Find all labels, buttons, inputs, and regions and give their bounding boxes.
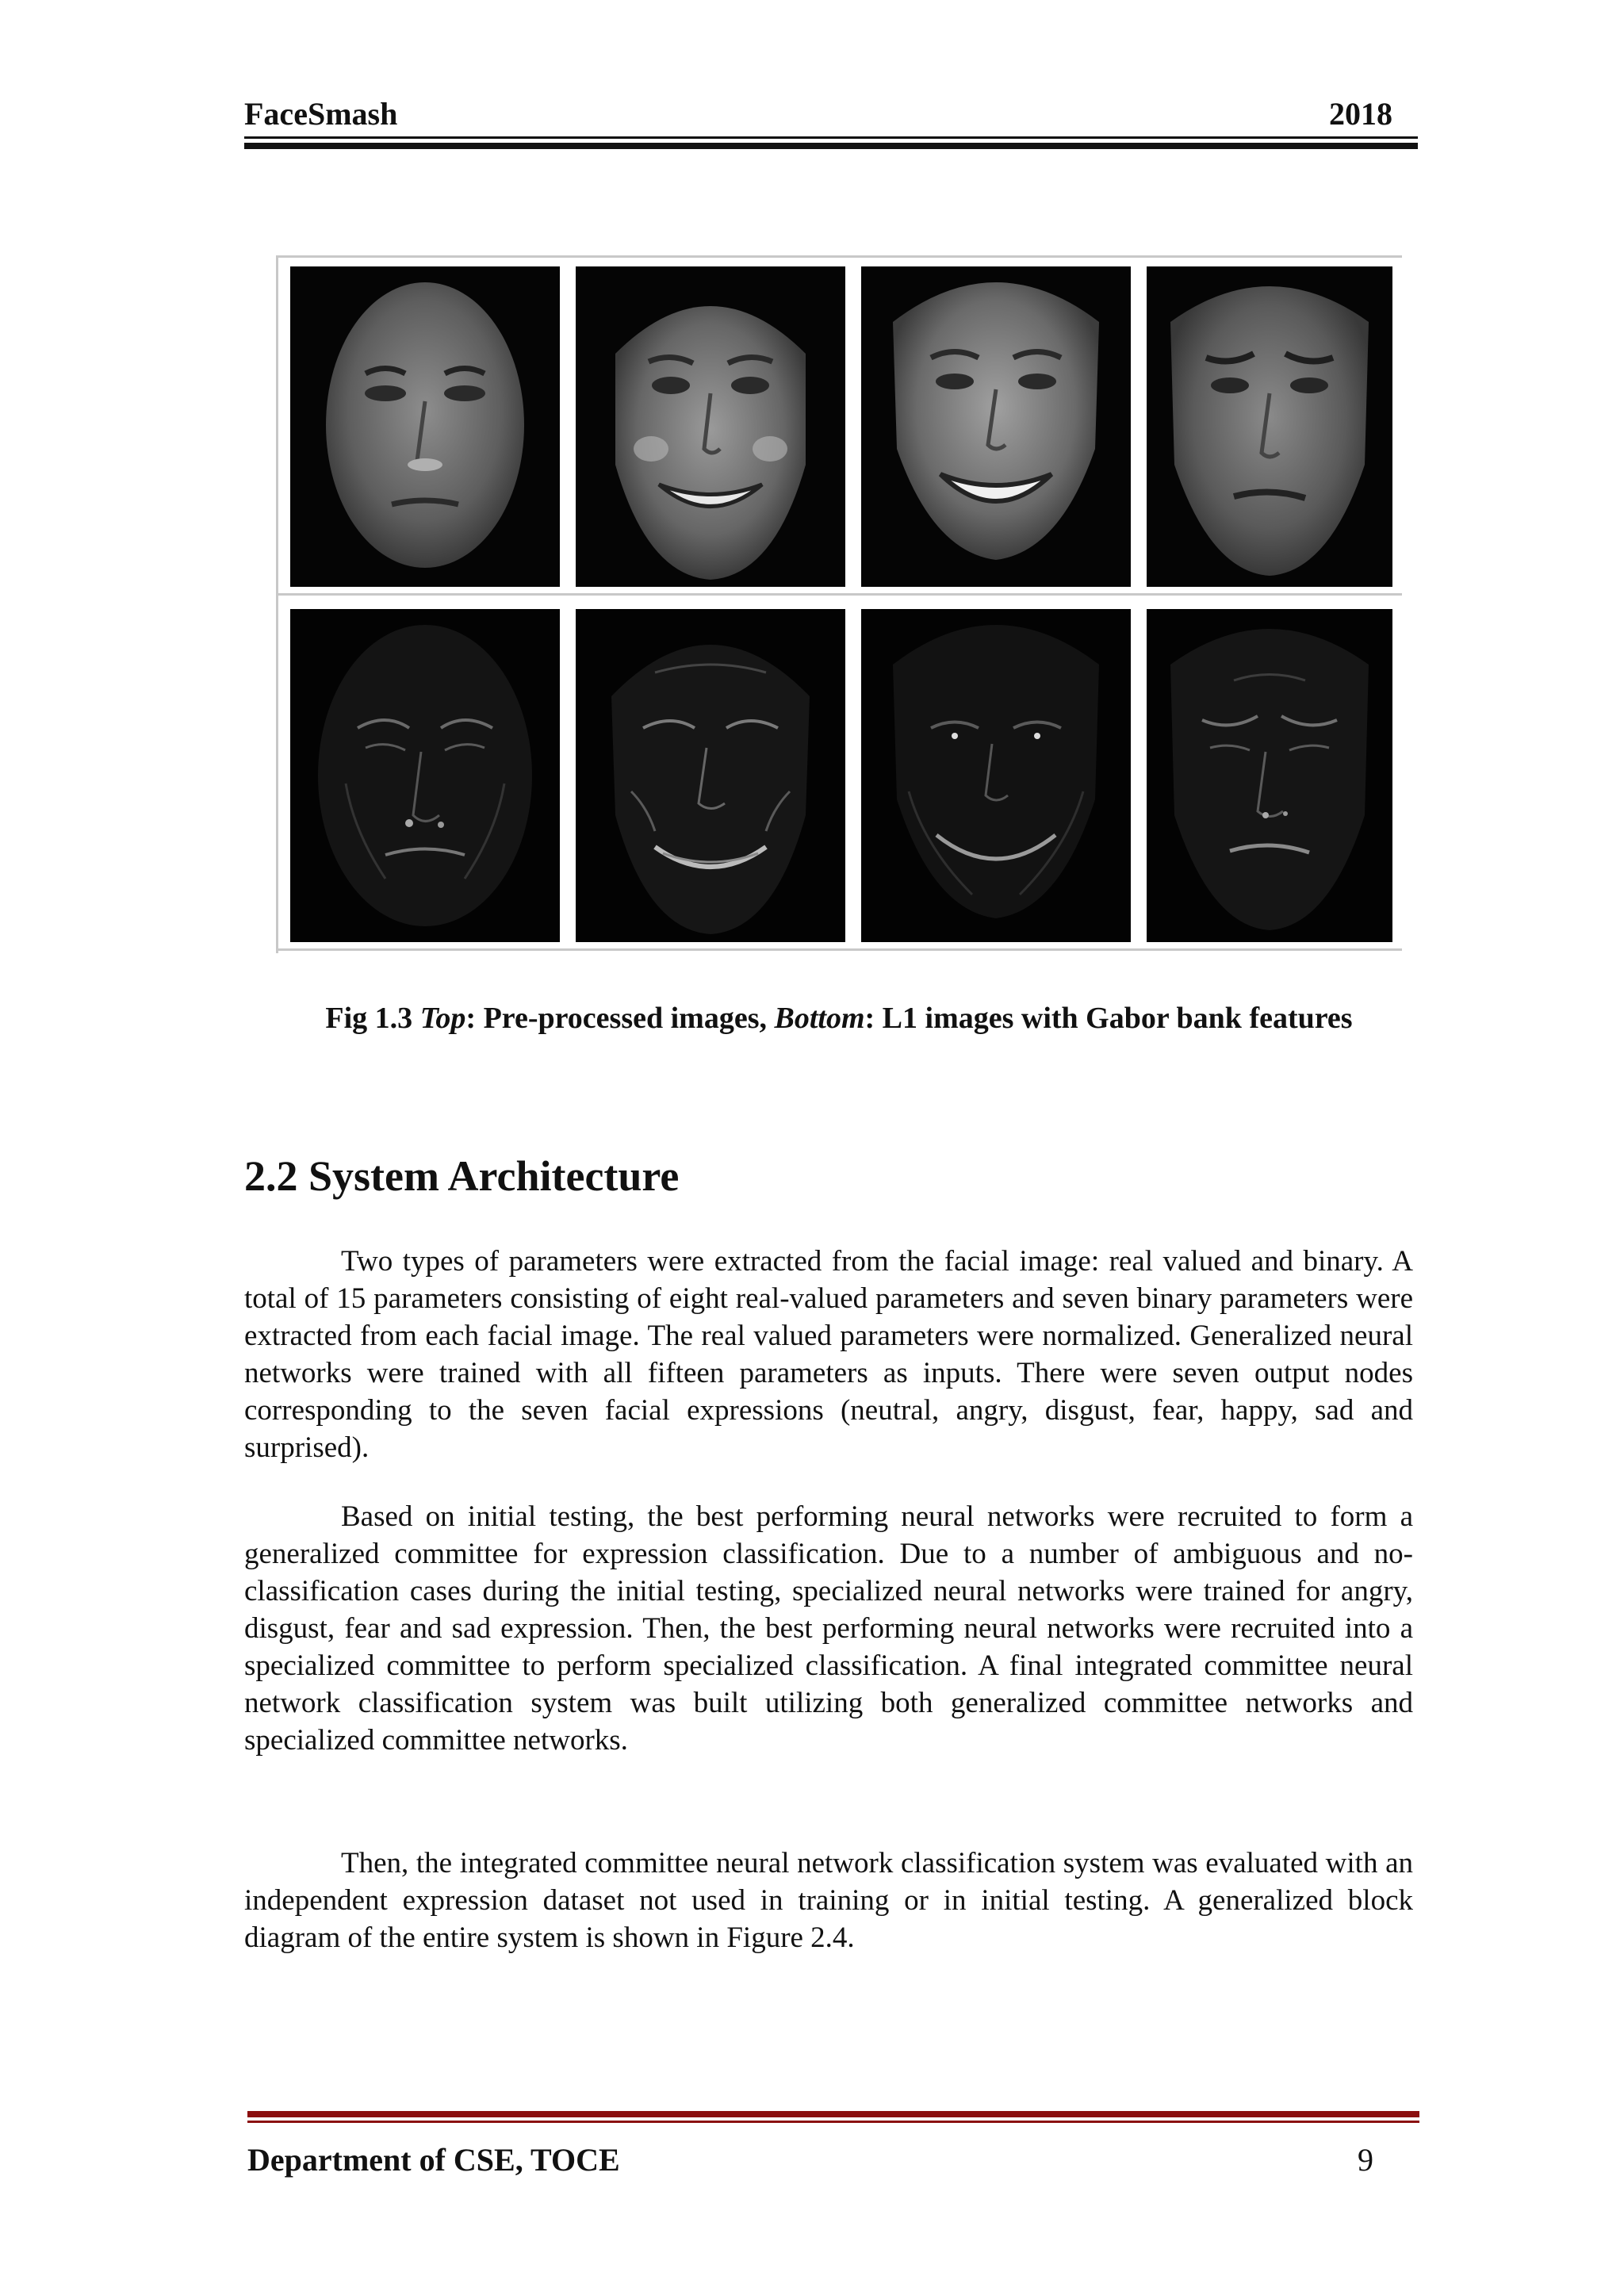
gabor-feature-face-image	[1147, 609, 1392, 942]
face-image-grid	[276, 255, 1402, 953]
caption-top-label: Top	[419, 1002, 466, 1035]
body-paragraph: Two types of parameters were extracted from the facial image: real valued and binary. A total of 15 parameters consisting of eight real-valued parameters and seven binary parameters were extracted from each facial image. The real valued parameters were normalized. Generalized neural networks were trained with all fifteen parameters as inputs. There were seven output nodes corresponding to the seven facial expressions (neutral, angry, disgust, fear, happy, sad and surprised).	[244, 1245, 1413, 1464]
page-number: 9	[1358, 2142, 1373, 2178]
footer-rule-thick	[247, 2111, 1419, 2117]
preprocessed-face-image	[290, 266, 560, 587]
figure-caption	[276, 1001, 1402, 1036]
header-title: FaceSmash	[244, 96, 398, 132]
preprocessed-face-image	[1147, 266, 1392, 587]
gabor-feature-face-icon	[576, 609, 845, 942]
preprocessed-face-icon	[1147, 266, 1392, 587]
caption-bottom-text: : L1 images with Gabor bank features	[864, 1002, 1353, 1035]
preprocessed-face-icon	[861, 266, 1131, 587]
preprocessed-face-image	[861, 266, 1131, 587]
gabor-feature-face-image	[576, 609, 845, 942]
page-footer	[247, 2141, 1373, 2181]
header-rule-thick	[244, 143, 1418, 149]
caption-label: Fig 1.3	[325, 1002, 420, 1035]
page-header	[244, 95, 1410, 135]
section-heading: 2.2 System Architecture	[244, 1152, 680, 1200]
gabor-feature-face-icon	[1147, 609, 1392, 942]
preprocessed-face-icon	[290, 266, 560, 587]
figure-frame-line	[276, 948, 1402, 951]
gabor-feature-face-image	[290, 609, 560, 942]
caption-top-text: : Pre-processed images,	[465, 1002, 775, 1035]
figure-frame-line	[276, 255, 1402, 258]
preprocessed-face-icon	[576, 266, 845, 587]
preprocessed-face-image	[576, 266, 845, 587]
footer-rule	[247, 2121, 1419, 2123]
body-paragraph: Then, the integrated committee neural network classification system was evaluated with an independent expression dataset not used in training or in initial testing. A generalized block diagram of the entire system is shown in Figure 2.4.	[244, 1847, 1413, 1954]
gabor-feature-face-icon	[290, 609, 560, 942]
gabor-feature-face-icon	[861, 609, 1131, 942]
figure-frame-line	[276, 255, 278, 953]
figure-frame-line	[276, 593, 1402, 596]
footer-department: Department of CSE, TOCE	[247, 2142, 620, 2178]
gabor-feature-face-image	[861, 609, 1131, 942]
header-year: 2018	[1329, 96, 1392, 132]
body-paragraph: Based on initial testing, the best performing neural networks were recruited to form a generalized committee for expression classification. Due to a number of ambiguous and no-classification cases during the initial testing, specialized neural networks were trained for angry, disgust, fear and sad expression. Then, the best performing neural networks were recruited into a specialized committee to perform specialized classification. A final integrated committee neural network classification system was built utilizing both generalized committee networks and specialized committee networks.	[244, 1500, 1413, 1757]
header-rule	[244, 136, 1418, 139]
caption-bottom-label: Bottom	[774, 1002, 865, 1035]
